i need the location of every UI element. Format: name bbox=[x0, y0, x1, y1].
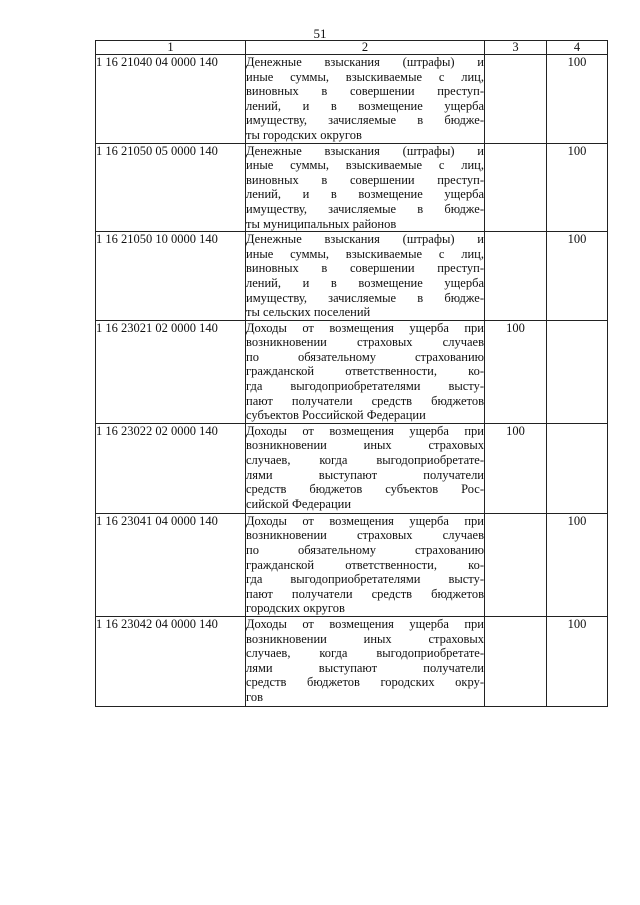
table-row bbox=[96, 232, 608, 321]
budget-classification-code: 1 16 23042 04 0000 140 bbox=[96, 617, 246, 707]
description-line: городских округов bbox=[246, 601, 345, 616]
description-line: Доходы от возмещения ущерба при bbox=[246, 423, 484, 438]
description-line: случаев, когда выгодоприобретате- bbox=[246, 453, 484, 468]
description-line: ты сельских поселений bbox=[246, 305, 371, 320]
budget-classification-code: 1 16 21050 05 0000 140 bbox=[96, 143, 246, 232]
description-line: пают получатели средств бюджетов bbox=[246, 393, 484, 408]
description-line: имуществу, зачисляемые в бюдже- bbox=[246, 290, 484, 305]
column-4-value bbox=[547, 617, 608, 707]
description-line: лений, и в возмещение ущерба bbox=[246, 98, 484, 113]
table-row bbox=[96, 617, 608, 707]
description-line: возникновении страховых случаев bbox=[246, 528, 484, 543]
column-4-value bbox=[547, 55, 608, 144]
description-line: сийской Федерации bbox=[246, 496, 352, 511]
budget-table bbox=[95, 40, 608, 707]
column-header-3: 3 bbox=[485, 41, 547, 55]
description-line: Денежные взыскания (штрафы) и bbox=[246, 143, 484, 158]
column-4-value-text: 100 bbox=[567, 232, 587, 247]
description-line: Денежные взыскания (штрафы) и bbox=[246, 55, 484, 69]
budget-classification-code: 1 16 23022 02 0000 140 bbox=[96, 423, 246, 513]
description-line: имуществу, зачисляемые в бюдже- bbox=[246, 113, 484, 128]
description-line: по обязательному страхованию bbox=[246, 349, 484, 364]
description-line: возникновении иных страховых bbox=[246, 438, 484, 453]
revenue-description bbox=[246, 232, 485, 321]
column-3-value bbox=[485, 423, 547, 513]
description-line: Денежные взыскания (штрафы) и bbox=[246, 232, 484, 247]
column-4-value-text: 100 bbox=[567, 513, 587, 528]
table-header-row bbox=[96, 41, 608, 55]
description-line: гражданской ответственности, ко- bbox=[246, 364, 484, 379]
budget-classification-code: 1 16 21050 10 0000 140 bbox=[96, 232, 246, 321]
description-line: средств бюджетов субъектов Рос- bbox=[246, 482, 484, 497]
description-line: виновных в совершении преступ- bbox=[246, 261, 484, 276]
description-line: случаев, когда выгодоприобретате- bbox=[246, 646, 484, 661]
description-line: пают получатели средств бюджетов bbox=[246, 586, 484, 601]
description-line: иные суммы, взыскиваемые с лиц, bbox=[246, 158, 484, 173]
table-body bbox=[96, 55, 608, 707]
description-line: возникновении иных страховых bbox=[246, 631, 484, 646]
budget-classification-code: 1 16 23041 04 0000 140 bbox=[96, 513, 246, 616]
column-header-4: 4 bbox=[547, 41, 608, 55]
description-line: Доходы от возмещения ущерба при bbox=[246, 320, 484, 335]
budget-classification-code: 1 16 21040 04 0000 140 bbox=[96, 55, 246, 144]
description-line: гражданской ответственности, ко- bbox=[246, 557, 484, 572]
column-3-value bbox=[485, 513, 547, 616]
description-line: виновных в совершении преступ- bbox=[246, 172, 484, 187]
description-line: ты городских округов bbox=[246, 127, 362, 142]
column-3-value bbox=[485, 55, 547, 144]
description-line: гда выгодоприобретателями высту- bbox=[246, 572, 484, 587]
revenue-description bbox=[246, 143, 485, 232]
revenue-description bbox=[246, 320, 485, 423]
description-line: гда выгодоприобретателями высту- bbox=[246, 379, 484, 394]
page-number: 51 bbox=[313, 26, 327, 41]
description-line: субъектов Российской Федерации bbox=[246, 408, 426, 423]
column-3-value-text: 100 bbox=[506, 423, 525, 438]
column-4-value bbox=[547, 513, 608, 616]
description-line: лений, и в возмещение ущерба bbox=[246, 187, 484, 202]
column-3-value bbox=[485, 617, 547, 707]
column-3-value bbox=[485, 320, 547, 423]
revenue-description bbox=[246, 617, 485, 707]
description-line: имуществу, зачисляемые в бюдже- bbox=[246, 201, 484, 216]
description-line: возникновении страховых случаев bbox=[246, 335, 484, 350]
column-3-value-text: 100 bbox=[506, 320, 525, 335]
revenue-description bbox=[246, 423, 485, 513]
revenue-description bbox=[246, 513, 485, 616]
column-header-1: 1 bbox=[96, 41, 246, 55]
description-line: лями выступают получатели bbox=[246, 660, 484, 675]
table-row bbox=[96, 423, 608, 513]
column-4-value bbox=[547, 423, 608, 513]
column-4-value-text: 100 bbox=[567, 143, 587, 158]
description-line: лями выступают получатели bbox=[246, 467, 484, 482]
column-4-value bbox=[547, 143, 608, 232]
column-4-value-text: 100 bbox=[567, 55, 587, 69]
table-row bbox=[96, 55, 608, 144]
description-line: лений, и в возмещение ущерба bbox=[246, 275, 484, 290]
description-line: гов bbox=[246, 689, 263, 704]
column-3-value bbox=[485, 143, 547, 232]
column-header-2: 2 bbox=[246, 41, 485, 55]
description-line: по обязательному страхованию bbox=[246, 543, 484, 558]
revenue-description bbox=[246, 55, 485, 144]
description-line: иные суммы, взыскиваемые с лиц, bbox=[246, 69, 484, 84]
table-row bbox=[96, 320, 608, 423]
column-4-value bbox=[547, 320, 608, 423]
description-line: средств бюджетов городских окру- bbox=[246, 675, 484, 690]
table-row bbox=[96, 513, 608, 616]
column-4-value-text: 100 bbox=[567, 617, 587, 631]
column-4-value bbox=[547, 232, 608, 321]
description-line: иные суммы, взыскиваемые с лиц, bbox=[246, 246, 484, 261]
description-line: ты муниципальных районов bbox=[246, 216, 397, 231]
column-3-value bbox=[485, 232, 547, 321]
description-line: Доходы от возмещения ущерба при bbox=[246, 513, 484, 528]
description-line: Доходы от возмещения ущерба при bbox=[246, 617, 484, 631]
table-row bbox=[96, 143, 608, 232]
description-line: виновных в совершении преступ- bbox=[246, 84, 484, 99]
budget-classification-code: 1 16 23021 02 0000 140 bbox=[96, 320, 246, 423]
